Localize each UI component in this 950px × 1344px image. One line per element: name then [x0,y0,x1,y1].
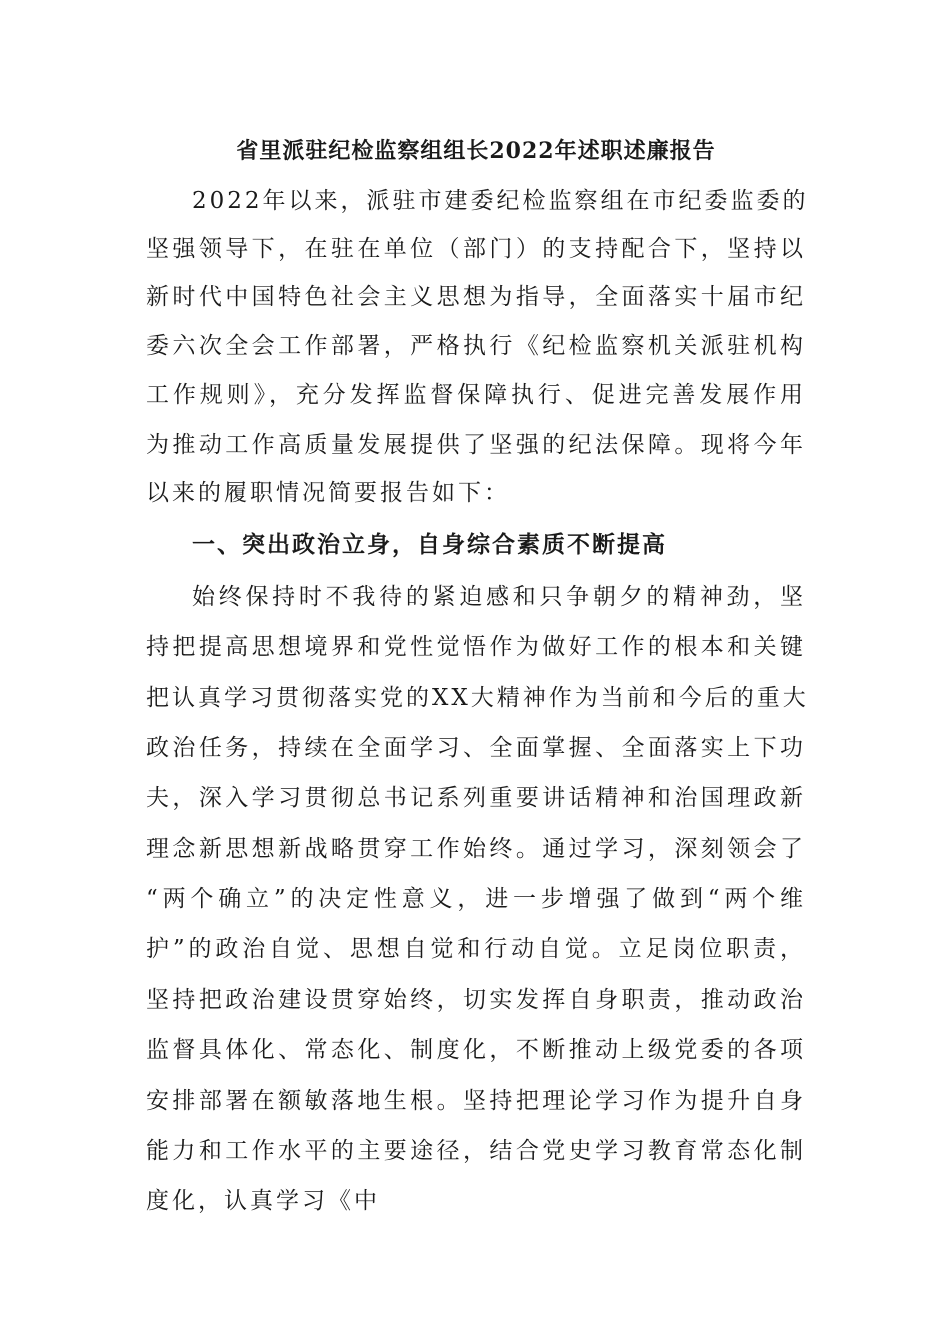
body-line: 度化，认真学习《中 [146,1188,380,1214]
document-title: 省里派驻纪检监察组组长2022年述职述廉报告 [236,138,716,164]
body-line: 持把提高思想境界和党性觉悟作为做好工作的根本和关键 [146,634,806,660]
intro-line: 以来的履职情况简要报告如下： [146,480,510,506]
intro-line: 为推动工作高质量发展提供了坚强的纪法保障。现将今年 [146,432,806,458]
intro-line: 新时代中国特色社会主义思想为指导，全面落实十届市纪 [146,284,806,310]
body-line: 监督具体化、常态化、制度化，不断推动上级党委的各项 [146,1037,806,1063]
intro-line: 委六次全会工作部署，严格执行《纪检监察机关派驻机构 [146,333,806,359]
body-line: 夫，深入学习贯彻总书记系列重要讲话精神和治国理政新 [146,785,806,811]
body-line: 理念新思想新战略贯穿工作始终。通过学习，深刻领会了 [146,836,806,862]
body-line: 始终保持时不我待的紧迫感和只争朝夕的精神劲，坚 [192,584,806,610]
body-line: 政治任务，持续在全面学习、全面掌握、全面落实上下功 [146,735,806,761]
intro-line: 坚强领导下，在驻在单位（部门）的支持配合下，坚持以 [146,236,806,262]
section-heading: 一、突出政治立身，自身综合素质不断提高 [192,531,667,558]
body-line: “两个确立”的决定性意义，进一步增强了做到“两个维 [146,886,806,912]
body-line: 坚持把政治建设贯穿始终，切实发挥自身职责，推动政治 [146,987,806,1013]
intro-line: 工作规则》，充分发挥监督保障执行、促进完善发展作用 [146,382,806,408]
body-line: 把认真学习贯彻落实党的XX大精神作为当前和今后的重大 [146,685,809,711]
body-line: 安排部署在额敏落地生根。坚持把理论学习作为提升自身 [146,1088,806,1114]
body-line: 护”的政治自觉、思想自觉和行动自觉。立足岗位职责， [146,936,806,962]
body-line: 能力和工作水平的主要途径，结合党史学习教育常态化制 [146,1138,806,1164]
intro-line: 2022年以来，派驻市建委纪检监察组在市纪委监委的 [192,188,809,214]
